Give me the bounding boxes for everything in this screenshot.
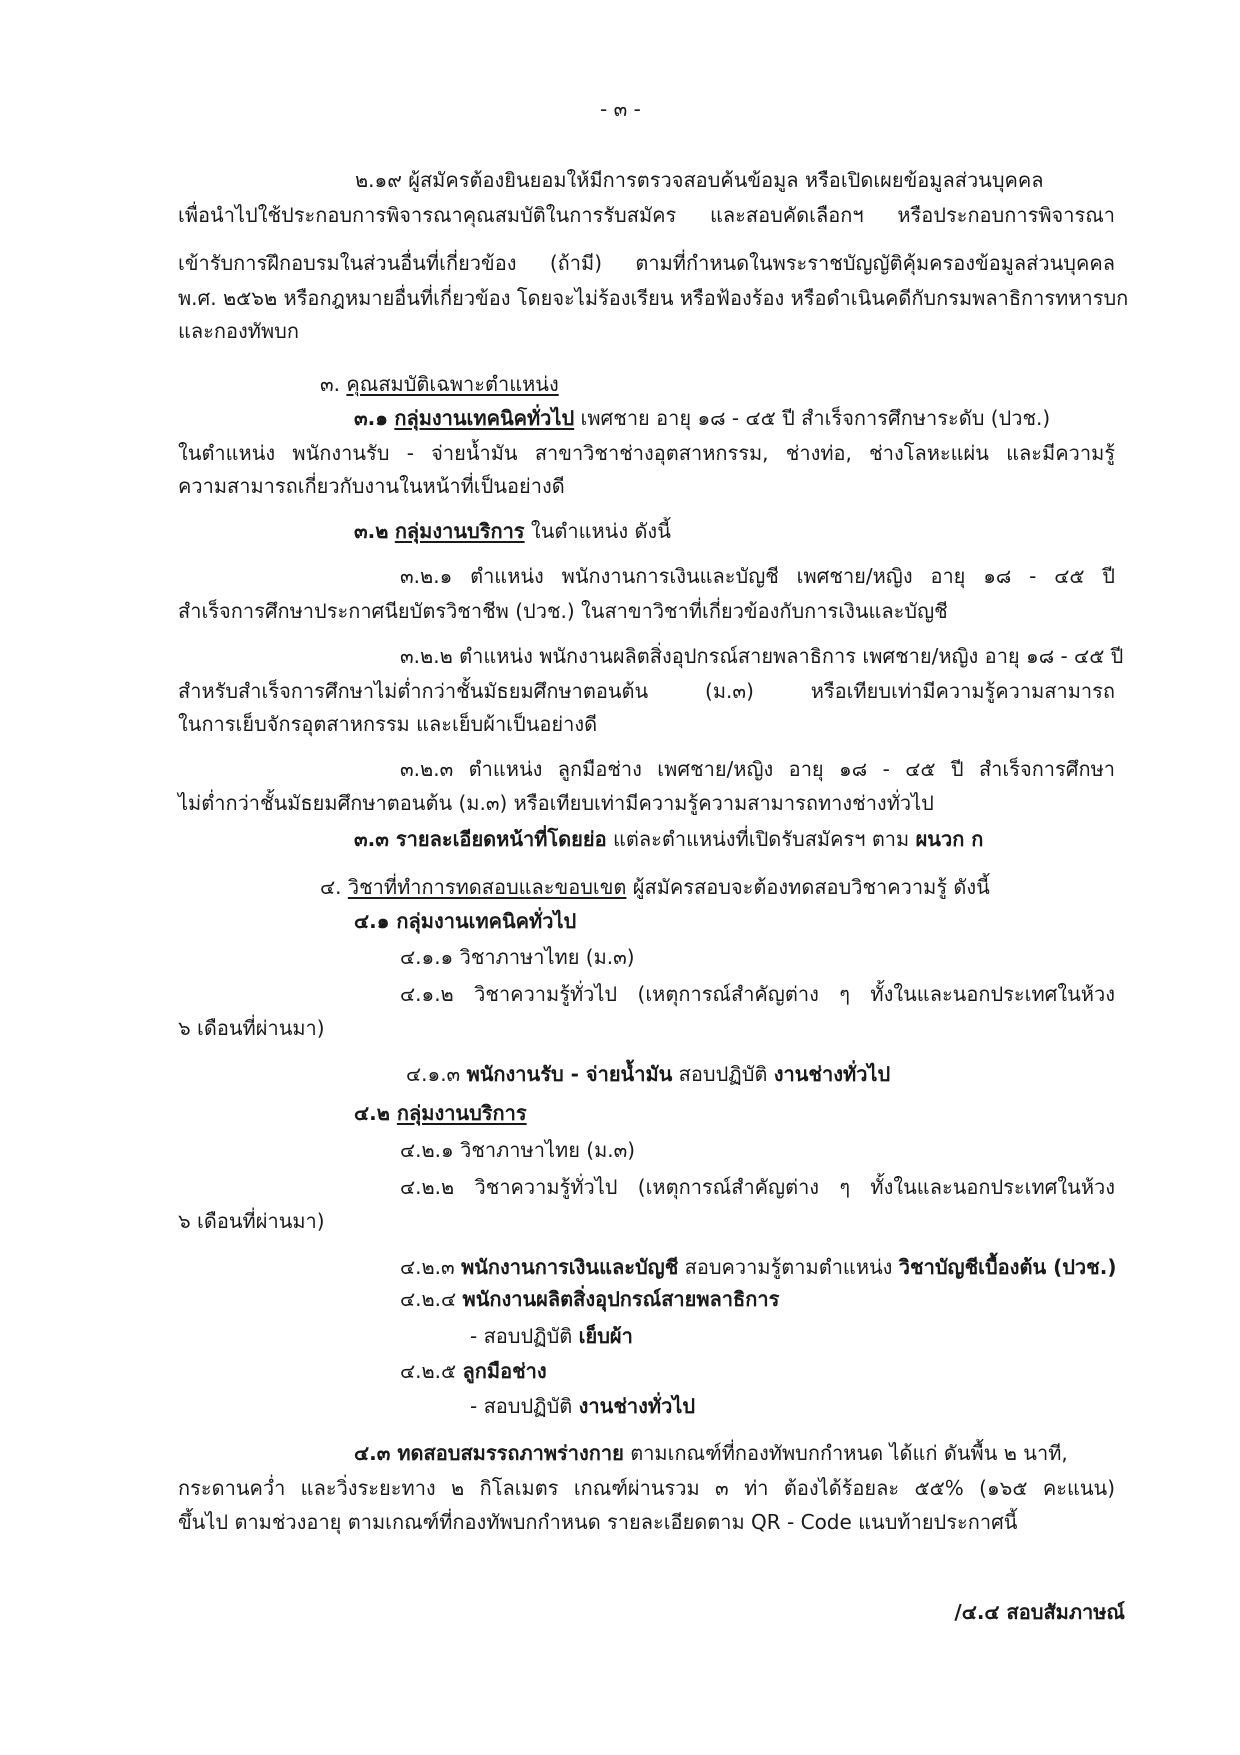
item-3-2-title: กลุ่มงานบริการ: [394, 519, 525, 543]
para-2-19-line-2: เพื่อนำไปใช้ประกอบการพิจารณาคุณสมบัติในการรับสมัคร และสอบคัดเลือกฯ หรือประกอบการพิจารณา: [178, 203, 1115, 227]
section-3-heading: [320, 371, 559, 397]
item-3-2-2-line-1: ๓.๒.๒ ตำแหน่ง พนักงานผลิตสิ่งอุปกรณ์สายพลาธิการ เพศชาย/หญิง อายุ ๑๘ - ๔๕ ปี: [400, 644, 1124, 668]
item-3-2-3-line-1: ๓.๒.๓ ตำแหน่ง ลูกมือช่าง เพศชาย/หญิง อายุ ๑๘ - ๔๕ ปี สำเร็จการศึกษา: [400, 757, 1115, 781]
item-4-2-3-text: สอบความรู้ตามตำแหน่ง: [684, 1255, 893, 1279]
section-4-text: ผู้สมัครสอบจะต้องทดสอบวิชาความรู้ ดังนี้: [632, 875, 990, 899]
item-3-2-number: ๓.๒: [354, 519, 389, 543]
item-4-2-1: ๔.๒.๑ วิชาภาษาไทย (ม.๓): [400, 1138, 636, 1162]
item-3-3-text: แต่ละตำแหน่งที่เปิดรับสมัครฯ ตาม: [612, 827, 910, 851]
item-4-1-3-text: สอบปฏิบัติ: [678, 1062, 768, 1086]
item-4-2-3-subject: วิชาบัญชีเบื้องต้น (ปวช.): [898, 1255, 1117, 1279]
item-4-1-1: ๔.๑.๑ วิชาภาษาไทย (ม.๓): [400, 945, 635, 969]
page-number: - ๓ -: [600, 97, 641, 121]
item-3-1-line-2: ในตำแหน่ง พนักงานรับ - จ่ายน้ำมัน สาขาวิชาช่างอุตสาหกรรม, ช่างท่อ, ช่างโลหะแผ่น และมีความรู้: [178, 441, 1115, 465]
item-4-2-title: กลุ่มงานบริการ: [396, 1101, 527, 1125]
item-4-2-5-detail-subject: งานช่างทั่วไป: [578, 1394, 696, 1418]
item-4-3-title: ๔.๓ ทดสอบสมรรถภาพร่างกาย: [354, 1441, 624, 1465]
item-3-3-annex: ผนวก ก: [915, 827, 984, 851]
para-2-19-line-3: เข้ารับการฝึกอบรมในส่วนอื่นที่เกี่ยวข้อง (ถ้ามี) ตามที่กำหนดในพระราชบัญญัติคุ้มครองข้อมูลส่วนบุคคล: [178, 251, 1115, 275]
item-4-3-line-2: กระดานคว่ำ และวิ่งระยะทาง ๒ กิโลเมตร เกณฑ์ผ่านรวม ๓ ท่า ต้องได้ร้อยละ ๕๕% (๑๖๕ คะแนน): [178, 1476, 1115, 1500]
item-4-1-2-line-1: ๔.๑.๒ วิชาความรู้ทั่วไป (เหตุการณ์สำคัญต่าง ๆ ทั้งในและนอกประเทศในห้วง: [400, 982, 1115, 1006]
item-4-2-4-title: พนักงานผลิตสิ่งอุปกรณ์สายพลาธิการ: [462, 1287, 780, 1311]
item-3-1-title: กลุ่มงานเทคนิคทั่วไป: [394, 406, 575, 430]
item-4-2-3-number: ๔.๒.๓: [400, 1255, 455, 1279]
section-3-title: คุณสมบัติเฉพาะตำแหน่ง: [346, 372, 559, 396]
item-3-2-1-line-2: สำเร็จการศึกษาประกาศนียบัตรวิชาชีพ (ปวช.) ในสาขาวิชาที่เกี่ยวข้องกับการเงินและบัญชี: [178, 599, 948, 623]
item-4-2-4-detail-text: - สอบปฏิบัติ: [470, 1324, 573, 1348]
item-3-1-text: เพศชาย อายุ ๑๘ - ๔๕ ปี สำเร็จการศึกษาระดับ (ปวช.): [580, 406, 1051, 430]
item-4-2-2-line-2: ๖ เดือนที่ผ่านมา): [178, 1209, 325, 1233]
para-2-19-line-1: ๒.๑๙ ผู้สมัครต้องยินยอมให้มีการตรวจสอบค้นข้อมูล หรือเปิดเผยข้อมูลส่วนบุคคล: [355, 168, 1044, 192]
item-4-3-line-1: [354, 1440, 1115, 1466]
item-3-2-heading: [354, 518, 671, 544]
item-4-2-5: [400, 1358, 547, 1384]
item-3-3: [354, 826, 983, 852]
item-4-2-4-detail-subject: เย็บผ้า: [578, 1324, 633, 1348]
section-4-title: วิชาที่ทำการทดสอบและขอบเขต: [347, 875, 627, 899]
item-4-3-line-3: ขึ้นไป ตามช่วงอายุ ตามเกณฑ์ที่กองทัพบกกำหนด รายละเอียดตาม QR - Code แนบท้ายประกาศนี้: [178, 1510, 1018, 1534]
section-4-number: ๔.: [320, 875, 342, 899]
item-4-1-3-title: พนักงานรับ - จ่ายน้ำมัน: [466, 1062, 673, 1086]
item-4-2-heading: [354, 1100, 527, 1126]
item-4-2-5-detail: [470, 1393, 695, 1419]
item-3-2-1-line-1: ๓.๒.๑ ตำแหน่ง พนักงานการเงินและบัญชี เพศชาย/หญิง อายุ ๑๘ - ๔๕ ปี: [400, 564, 1115, 588]
item-3-2-3-line-2: ไม่ต่ำกว่าชั้นมัธยมศึกษาตอนต้น (ม.๓) หรือเทียบเท่ามีความรู้ความสามารถทางช่างทั่วไป: [178, 791, 934, 815]
section-4-heading: [320, 874, 990, 900]
item-4-2-4: [400, 1286, 779, 1312]
para-2-19-line-5: และกองทัพบก: [178, 319, 299, 343]
item-4-3-text: ตามเกณฑ์ที่กองทัพบกกำหนด ได้แก่ ดันพื้น ๒ นาที,: [630, 1441, 1068, 1465]
item-4-2-3-title: พนักงานการเงินและบัญชี: [461, 1255, 679, 1279]
item-3-2-2-line-2: สำหรับสำเร็จการศึกษาไม่ต่ำกว่าชั้นมัธยมศึกษาตอนต้น (ม.๓) หรือเทียบเท่ามีความรู้ความสามารถ: [178, 679, 1115, 703]
item-4-2-3: [400, 1254, 1116, 1280]
item-4-2-4-number: ๔.๒.๔: [400, 1287, 457, 1311]
item-4-2-4-detail: [470, 1323, 633, 1349]
item-4-2-2-line-1: ๔.๒.๒ วิชาความรู้ทั่วไป (เหตุการณ์สำคัญต่าง ๆ ทั้งในและนอกประเทศในห้วง: [400, 1175, 1115, 1199]
item-4-2-5-detail-text: - สอบปฏิบัติ: [470, 1394, 573, 1418]
para-2-19-line-4: พ.ศ. ๒๕๖๒ หรือกฎหมายอื่นที่เกี่ยวข้อง โดยจะไม่ร้องเรียน หรือฟ้องร้อง หรือดำเนินคดีกับกรมพลาธิการทหารบก: [178, 286, 1129, 310]
item-4-1-3-number: ๔.๑.๓: [406, 1062, 461, 1086]
item-3-2-2-line-3: ในการเย็บจักรอุตสาหกรรม และเย็บผ้าเป็นอย่างดี: [178, 712, 598, 736]
item-4-1-2-line-2: ๖ เดือนที่ผ่านมา): [178, 1016, 325, 1040]
item-4-1-3: [406, 1061, 890, 1087]
item-4-2-number: ๔.๒: [354, 1101, 390, 1125]
item-4-1-3-subject: งานช่างทั่วไป: [773, 1062, 891, 1086]
item-4-2-5-number: ๔.๒.๕: [400, 1359, 457, 1383]
item-3-3-title: ๓.๓ รายละเอียดหน้าที่โดยย่อ: [354, 827, 607, 851]
section-3-number: ๓.: [320, 372, 341, 396]
item-4-1-heading: ๔.๑ กลุ่มงานเทคนิคทั่วไป: [354, 909, 577, 933]
item-3-1-number: ๓.๑: [354, 406, 388, 430]
item-3-1-line-3: ความสามารถเกี่ยวกับงานในหน้าที่เป็นอย่างดี: [178, 474, 565, 498]
item-3-1-line-1: [354, 405, 1115, 431]
item-4-2-5-title: ลูกมือช่าง: [462, 1359, 547, 1383]
continued-on-next-page: /๔.๔ สอบสัมภาษณ์: [954, 1600, 1125, 1624]
item-3-2-text: ในตำแหน่ง ดังนี้: [530, 519, 671, 543]
